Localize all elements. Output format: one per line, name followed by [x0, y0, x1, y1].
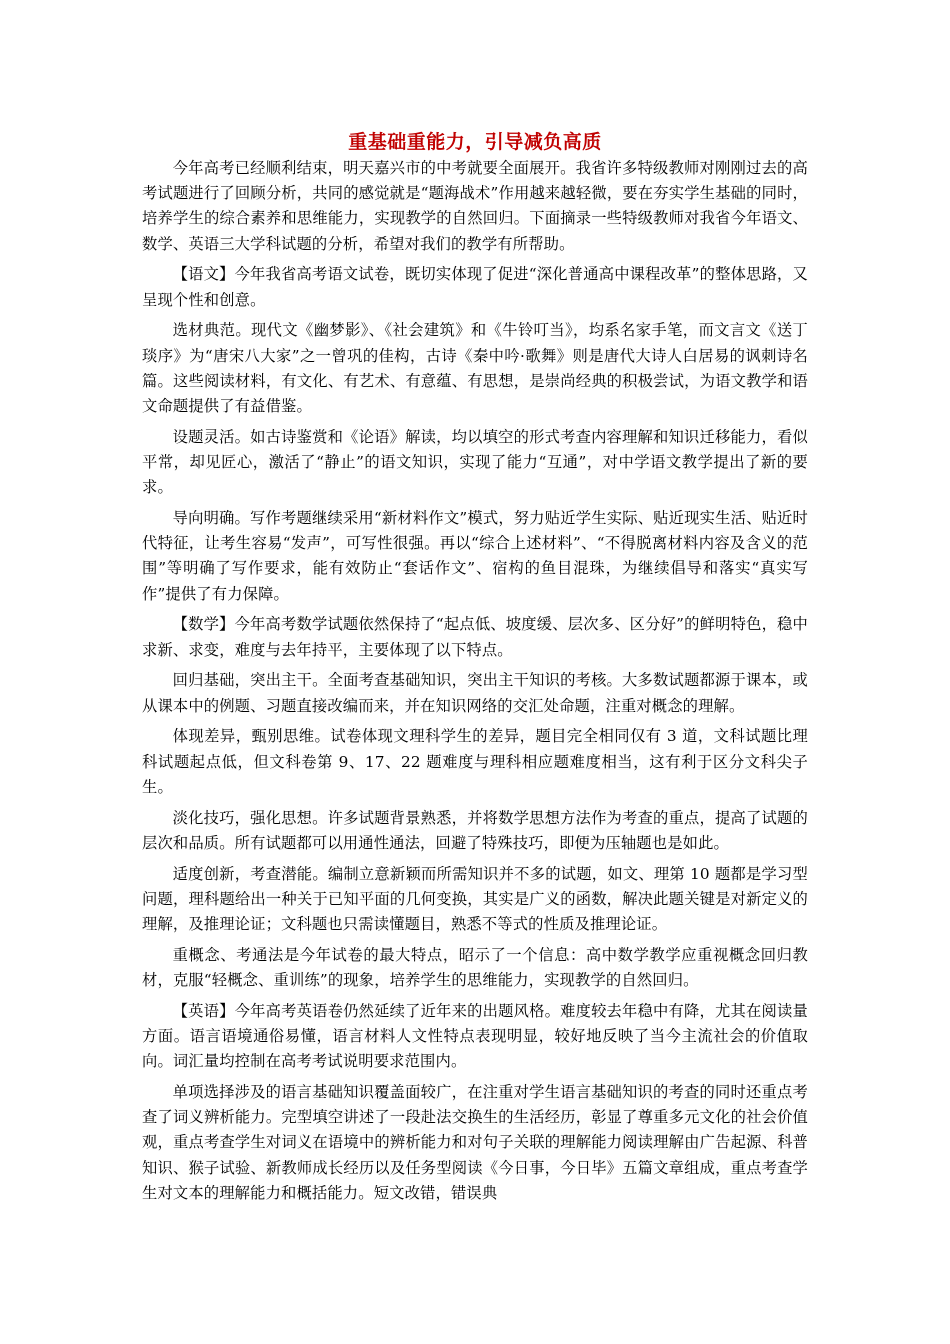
paragraph-math-innovation: 适度创新，考查潜能。编制立意新颖而所需知识并不多的试题，如文、理第 10 题都是学习型问题，理科题给出一种关于已知平面的几何变换，其实是广义的函数，解决此题关键是对新定义的理解，及推理论证；文科题也只需读懂题目，熟悉不等式的性质及推理论证。 — [142, 864, 808, 934]
paragraph-math-differences: 体现差异，甄别思维。试卷体现文理科学生的差异，题目完全相同仅有 3 道，文科试题比理科试题起点低，但文科卷第 9、17、22 题难度与理科相应题难度相当，这有利于区分文科尖子生。 — [142, 727, 808, 796]
paragraph-chinese-overview: 【语文】今年我省高考语文试卷，既切实体现了促进“深化普通高中课程改革”的整体思路，又呈现个性和创意。 — [142, 265, 808, 309]
paragraph-chinese-materials: 选材典范。现代文《幽梦影》、《社会建筑》和《牛铃叮当》，均系名家手笔，而文言文《送丁琰序》为“唐宋八大家”之一曾巩的佳构，古诗《秦中吟·歌舞》则是唐代大诗人白居易的讽刺诗名篇。这些阅读材料，有文化、有艺术、有意蕴、有思想，是崇尚经典的积极尝试，为语文教学和语文命题提供了有益借鉴。 — [142, 321, 808, 416]
paragraph-math-thinking: 淡化技巧，强化思想。许多试题背景熟悉，并将数学思想方法作为考查的重点，提高了试题的层次和品质。所有试题都可以用通性通法，回避了特殊技巧，即便为压轴题也是如此。 — [142, 808, 808, 852]
paragraph-english-overview: 【英语】今年高考英语卷仍然延续了近年来的出题风格。难度较去年稳中有降，尤其在阅读量方面。语言语境通俗易懂，语言材料人文性特点表现明显，较好地反映了当今主流社会的价值取向。词汇量均控制在高考考试说明要求范围内。 — [142, 1001, 808, 1071]
paragraph-intro: 今年高考已经顺利结束，明天嘉兴市的中考就要全面展开。我省许多特级教师对刚刚过去的高考试题进行了回顾分析，共同的感觉就是“题海战术”作用越来越轻微，要在夯实学生基础的同时，培养学生的综合素养和思维能力，实现教学的自然回归。下面摘录一些特级教师对我省今年语文、数学、英语三大学科试题的分析，希望对我们的教学有所帮助。 — [142, 159, 808, 253]
paragraph-math-summary: 重概念、考通法是今年试卷的最大特点，昭示了一个信息：高中数学教学应重视概念回归教材，克服“轻概念、重训练”的现象，培养学生的思维能力，实现教学的自然回归。 — [142, 945, 808, 990]
paragraph-chinese-questions: 设题灵活。如古诗鉴赏和《论语》解读，均以填空的形式考查内容理解和知识迁移能力，看似平常，却见匠心，激活了“静止”的语文知识，实现了能力“互通”，对中学语文教学提出了新的要求。 — [142, 427, 808, 497]
document-title: 重基础重能力，引导减负高质 — [348, 131, 602, 153]
paragraph-math-basics: 回归基础，突出主干。全面考查基础知识，突出主干知识的考核。大多数试题都源于课本，或从课本中的例题、习题直接改编而来，并在知识网络的交汇处命题，注重对概念的理解。 — [142, 671, 808, 715]
paragraph-chinese-writing: 导向明确。写作考题继续采用“新材料作文”模式，努力贴近学生实际、贴近现实生活、贴近时代特征，让考生容易“发声”，可写性很强。再以“综合上述材料”、“不得脱离材料内容及含义的范围”等明确了写作要求，能有效防止“套话作文”、宿构的鱼目混珠，为继续倡导和落实“真实写作”提供了有力保障。 — [142, 509, 808, 603]
paragraph-english-details: 单项选择涉及的语言基础知识覆盖面较广，在注重对学生语言基础知识的考查的同时还重点考查了词义辨析能力。完型填空讲述了一段赴法交换生的生活经历，彰显了尊重多元文化的社会价值观，重点考查学生对词义在语境中的辨析能力和对句子关联的理解能力阅读理解由广告起源、科普知识、猴子试验、新教师成长经历以及任务型阅读《今日事，今日毕》五篇文章组成，重点考查学生对文本的理解能力和概括能力。短文改错，错误典 — [142, 1083, 808, 1202]
document-page — [142, 128, 808, 1212]
paragraph-math-overview: 【数学】今年高考数学试题依然保持了“起点低、坡度缓、层次多、区分好”的鲜明特色，稳中求新、求变，难度与去年持平，主要体现了以下特点。 — [142, 615, 808, 659]
